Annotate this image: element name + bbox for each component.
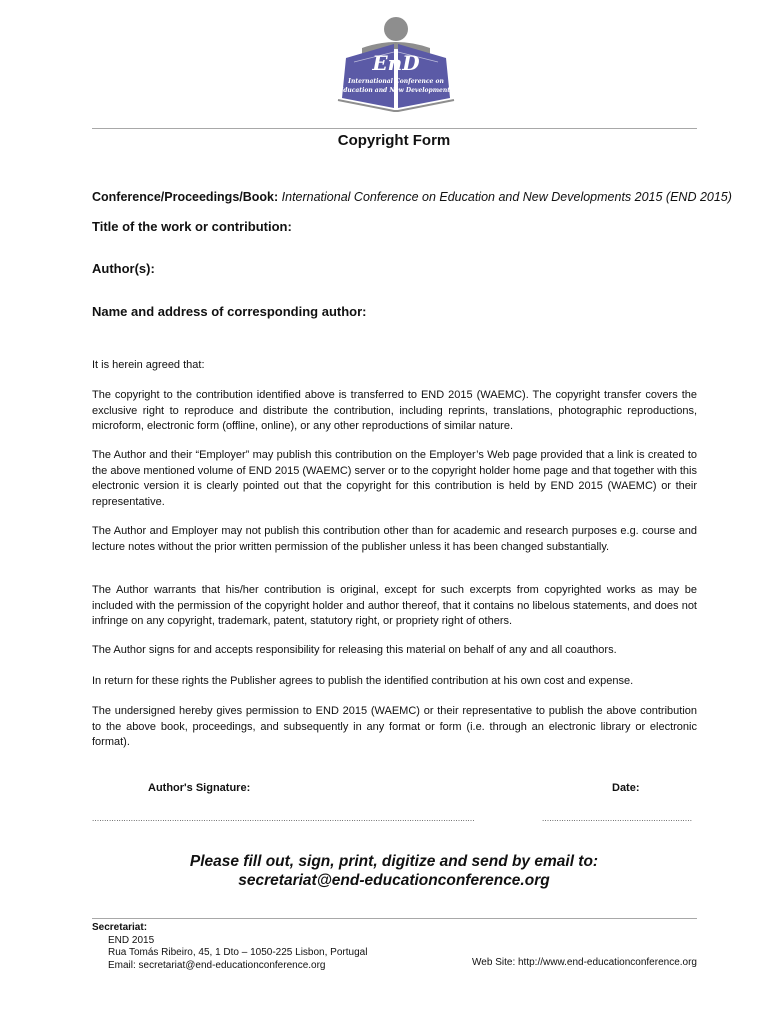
submission-email[interactable]: secretariat@end-educationconference.org bbox=[238, 872, 550, 889]
footer-website[interactable]: Web Site: http://www.end-educationconference.org bbox=[472, 957, 697, 968]
authors-label: Author(s): bbox=[92, 261, 155, 276]
footer-secretariat bbox=[92, 922, 367, 972]
logo-letters: EnD bbox=[372, 51, 420, 75]
footer-heading: Secretariat: bbox=[92, 922, 148, 933]
header-divider bbox=[92, 128, 697, 129]
corresponding-author-label: Name and address of corresponding author: bbox=[92, 304, 367, 319]
conference-logo bbox=[332, 14, 456, 112]
paragraph-employer-publish: The Author and their “Employer” may publish this contribution on the Employer’s Web page provided that a link is created to the above mentioned volume of END 2015 (WAEMC) server or to the copyright holder home page and that together with this electronic version it is clearly pointed out that the copyright for this contribution is held by END 2015 (WAEMC) or their representative. bbox=[92, 449, 697, 508]
paragraph-copyright-transfer: The copyright to the contribution identified above is transferred to END 2015 (WAEMC). The copyright transfer covers the exclusive right to reproduce and distribute the contribution, including reprints, translations, photographic reproductions, microform, electronic form (offline, online), or any other reproductions of similar nature. bbox=[92, 389, 697, 432]
paragraph-coauthors: The Author signs for and accepts responsibility for releasing this material on behalf of any and all coauthors. bbox=[92, 644, 617, 656]
footer-address: Rua Tomás Ribeiro, 45, 1 Dto – 1050-225 Lisbon, Portugal bbox=[108, 947, 368, 958]
paragraph-permission: The undersigned hereby gives permission to END 2015 (WAEMC) or their representative to publish the above contribution to the above book, proceedings, and subsequently in any format or form (i.e. through an electronic library or electronic format). bbox=[92, 705, 697, 748]
logo-line-2: Education and New Developments bbox=[338, 87, 454, 94]
paragraph-warranty: The Author warrants that his/her contribution is original, except for such excerpts from copyrighted works as may be included with the permission of the copyright holder and author thereof, that it contains no libelous statements, and does not infringe on any copyright, trademark, patent, statutory right, or propriety right of others. bbox=[92, 584, 697, 627]
author-signature-line[interactable]: .............................................................................................................................................................. bbox=[92, 814, 475, 823]
submission-instruction-line: Please fill out, sign, print, digitize and send by email to: bbox=[189, 853, 599, 870]
submission-instruction bbox=[0, 852, 770, 890]
page-title: Copyright Form bbox=[337, 132, 451, 149]
agreement-intro: It is herein agreed that: bbox=[92, 359, 205, 371]
footer-name: END 2015 bbox=[108, 934, 155, 946]
author-signature-label: Author's Signature: bbox=[148, 782, 251, 794]
paragraph-academic-use: The Author and Employer may not publish this contribution other than for academic and research purposes e.g. course and lecture notes without the prior written permission of the publisher unless it has been changed substantially. bbox=[92, 525, 697, 553]
footer-email[interactable]: Email: secretariat@end-educationconference.org bbox=[108, 959, 326, 971]
conference-value: International Conference on Education and New Developments 2015 (END 2015) bbox=[281, 190, 732, 204]
conference-field bbox=[92, 190, 732, 204]
work-title-label: Title of the work or contribution: bbox=[92, 219, 292, 234]
logo-line-1: International Conference on bbox=[348, 78, 444, 85]
date-label: Date: bbox=[612, 782, 640, 794]
date-line[interactable]: .............................................................. bbox=[542, 814, 693, 823]
paragraph-publisher: In return for these rights the Publisher agrees to publish the identified contribution at his own cost and expense. bbox=[92, 675, 634, 687]
footer-divider bbox=[92, 918, 697, 919]
conference-label: Conference/Proceedings/Book: bbox=[92, 190, 279, 204]
